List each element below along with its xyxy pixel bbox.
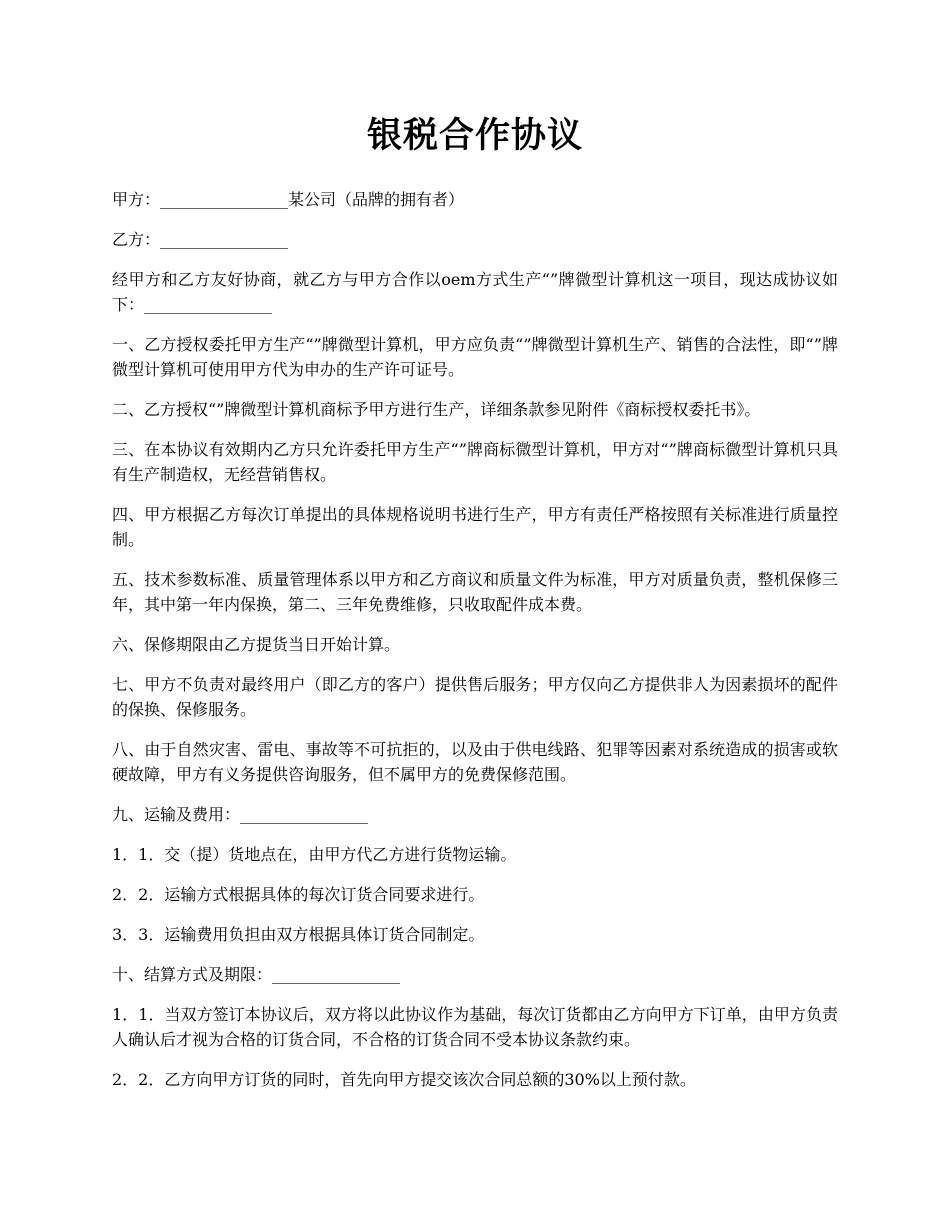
document-title: 银税合作协议 [366,116,583,156]
clause-10-item-1: 1．1．当双方签订本协议后，双方将以此协议作为基础，每次订货都由乙方向甲方下订单，由甲方负责人确认后才视为合格的订货合同，不合格的订货合同不受本协议条款约束。 [112,1005,838,1049]
clause-2: 二、乙方授权“”牌微型计算机商标予甲方进行生产，详细条款参见附件《商标授权委托书》。 [112,400,761,419]
clause-9-item-3: 3．3．运输费用负担由双方根据具体订货合同制定。 [112,925,485,944]
clause-7: 七、甲方不负责对最终用户（即乙方的客户）提供售后服务；甲方仅向乙方提供非人为因素损坏的配件的保换、保修服务。 [112,675,838,719]
preamble-paragraph: 经甲方和乙方友好协商，就乙方与甲方合作以oem方式生产“”牌微型计算机这一项目，现达成协议如下：________________ [112,270,838,314]
clause-9-item-1: 1．1．交（提）货地点在，由甲方代乙方进行货物运输。 [112,845,517,864]
clause-4: 四、甲方根据乙方每次订单提出的具体规格说明书进行生产，甲方有责任严格按照有关标准进行质量控制。 [112,505,838,549]
clause-8: 八、由于自然灾害、雷电、事故等不可抗拒的，以及由于供电线路、犯罪等因素对系统造成的损害或软硬故障，甲方有义务提供咨询服务，但不属甲方的免费保修范围。 [112,740,838,784]
clause-10-heading: 十、结算方式及期限：________________ [112,965,401,984]
party-a-line: 甲方：________________某公司（品牌的拥有者） [112,190,465,209]
clause-9-heading: 九、运输及费用：________________ [112,805,369,824]
clause-6: 六、保修期限由乙方提货当日开始计算。 [112,635,401,654]
clause-3: 三、在本协议有效期内乙方只允许委托甲方生产“”牌商标微型计算机，甲方对“”牌商标微型计算机只具有生产制造权，无经营销售权。 [112,440,838,484]
clause-9-item-2: 2．2．运输方式根据具体的每次订货合同要求进行。 [112,885,485,904]
clause-10-item-2: 2．2．乙方向甲方订货的同时，首先向甲方提交该次合同总额的30%以上预付款。 [112,1070,696,1089]
party-b-line: 乙方：________________ [112,230,289,249]
clause-5: 五、技术参数标准、质量管理体系以甲方和乙方商议和质量文件为标准，甲方对质量负责，整机保修三年，其中第一年内保换，第二、三年免费维修，只收取配件成本费。 [112,570,838,614]
clause-1: 一、乙方授权委托甲方生产“”牌微型计算机，甲方应负责“”牌微型计算机生产、销售的合法性，即“”牌微型计算机可使用甲方代为申办的生产许可证号。 [112,335,838,379]
